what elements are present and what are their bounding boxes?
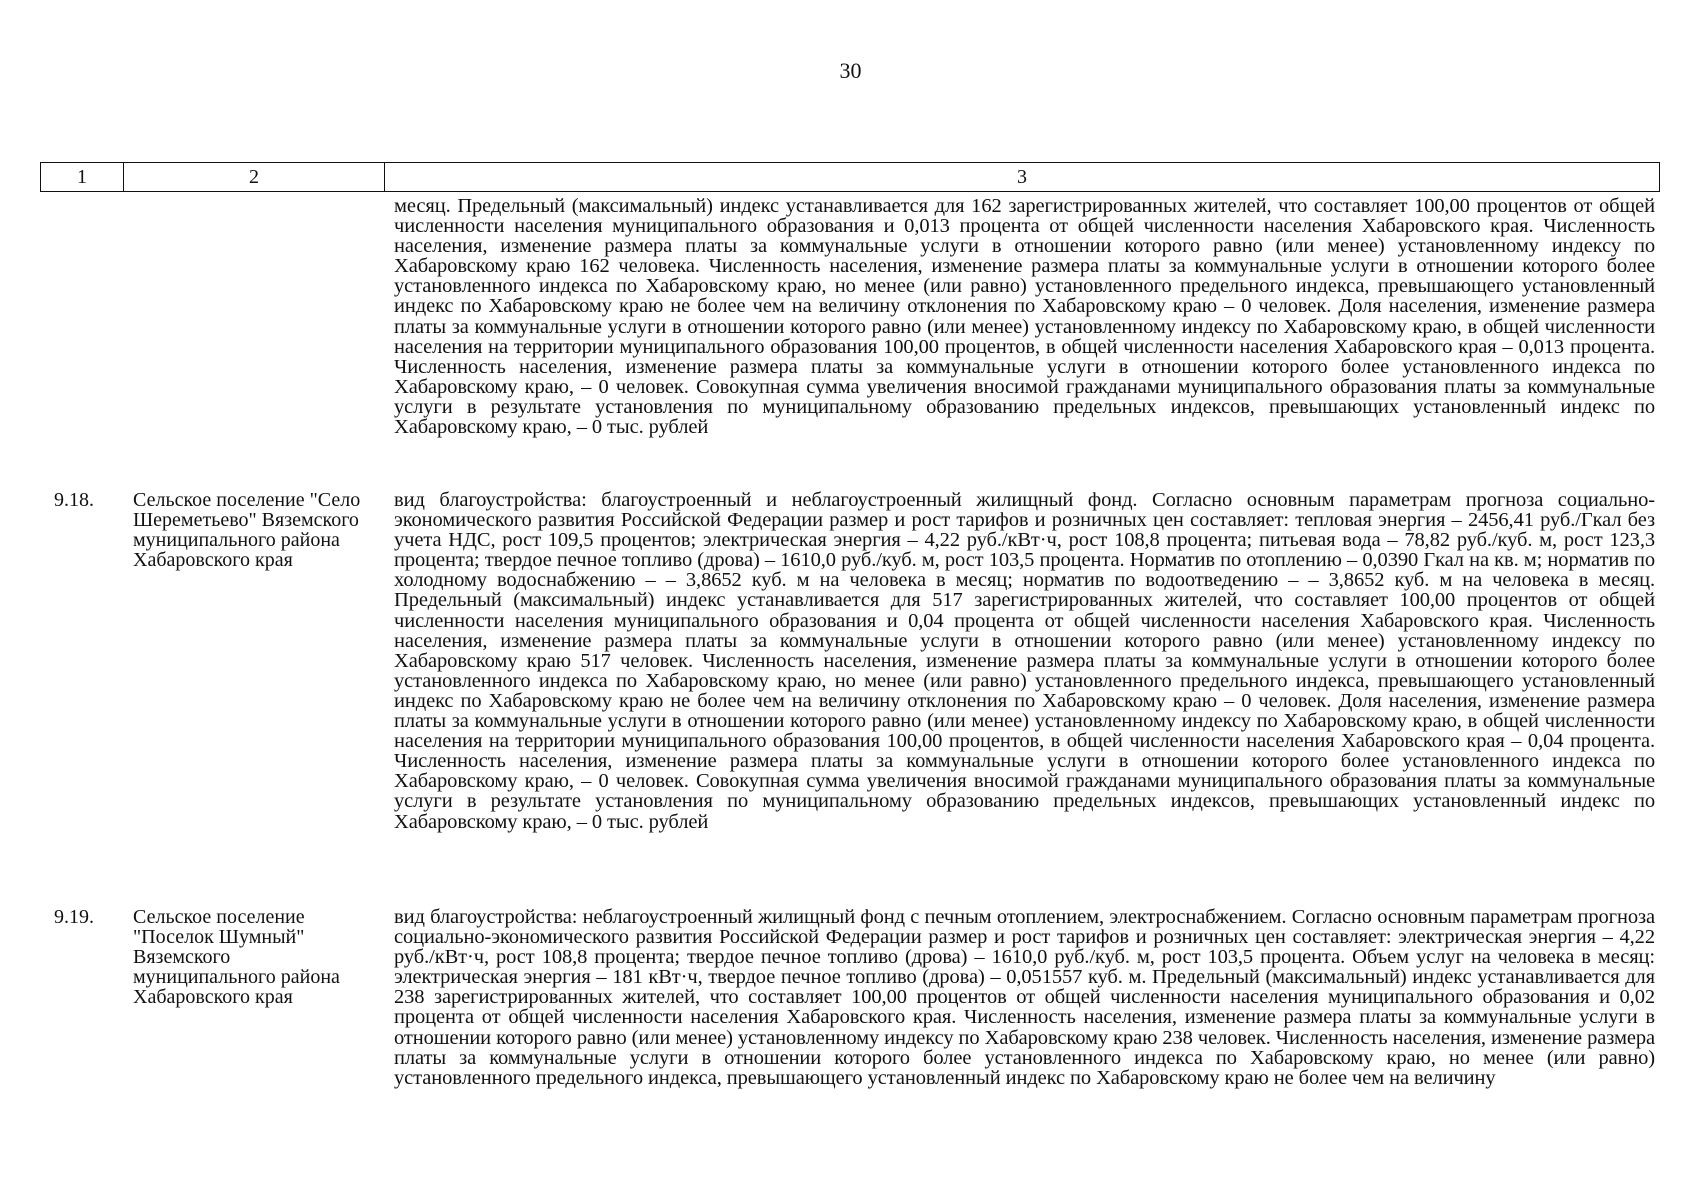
- municipality-name: Сельское поселение "Село Шереметьево" Вяземского муниципального района Хабаровского края: [133, 489, 361, 571]
- table-header-col-3: 3: [1017, 165, 1027, 188]
- row-description: [394, 196, 1655, 437]
- row-description: [394, 490, 1655, 832]
- row-number: 9.19.: [54, 906, 94, 928]
- municipality-name: Сельское поселение "Поселок Шумный" Вяземского муниципального района Хабаровского края: [133, 906, 340, 1008]
- row-description-text: месяц. Предельный (максимальный) индекс устанавливается для 162 зарегистрированных жителей, что составляет 100,00 процентов от общей численности населения муниципального образования и 0,013 процента от общей численности населения Хабаровского края. Численность населения, изменение размера платы за коммунальные услуги в отношении которого равно (или менее) установленному индексу по Хабаровскому краю 162 человека. Численность населения, изменение размера платы за коммунальные услуги в отношении которого более установленного индекса по Хабаровскому краю, но менее (или равно) установленного предельного индекса, превышающего установленный индекс по Хабаровскому краю не более чем на величину отклонения по Хабаровскому краю – 0 человек. Доля населения, изменение размера платы за коммунальные услуги в отношении которого равно (или менее) установленному индексу по Хабаровскому краю, в общей численности населения на территории муниципального образования 100,00 процентов, в общей численности населения Хабаровского края – 0,013 процента. Численность населения, изменение размера платы за коммунальные услуги в отношении которого более установленного индекса по Хабаровскому краю, – 0 человек. Совокупная сумма увеличения вносимой гражданами муниципального образования платы за коммунальные услуги в результате установления по муниципальному образованию предельных индексов, превышающих установленный индекс по Хабаровскому краю, – 0 тыс. рублей: [394, 195, 1655, 439]
- row-description-text: вид благоустройства: неблагоустроенный жилищный фонд с печным отоплением, электроснабжением. Согласно основным параметрам прогноза социально-экономического развития Российской Федерации размер и рост тарифов и розничных цен составляет: электрическая энергия – 4,22 руб./кВт·ч, рост 108,8 процента; твердое печное топливо (дрова) – 1610,0 руб./куб. м, рост 103,5 процента. Объем услуг на человека в месяц: электрическая энергия – 181 кВт·ч, твердое печное топливо (дрова) – 0,051557 куб. м. Предельный (максимальный) индекс устанавливается для 238 зарегистрированных жителей, что составляет 100,00 процентов от общей численности населения муниципального образования и 0,02 процента от общей численности населения Хабаровского края. Численность населения, изменение размера платы за коммунальные услуги в отношении которого равно (или менее) установленному индексу по Хабаровскому краю 238 человек. Численность населения, изменение размера платы за коммунальные услуги в отношении которого более установленного индекса по Хабаровскому краю, но менее (или равно) установленного предельного индекса, превышающего установленный индекс по Хабаровскому краю не более чем на величину: [394, 906, 1655, 1089]
- row-number: 9.18.: [54, 489, 94, 511]
- table-header: [40, 162, 1660, 192]
- row-description: [394, 907, 1655, 1088]
- table-header-col-1: 1: [41, 163, 124, 191]
- page-number: 30: [839, 58, 862, 83]
- table-header-col-2: 2: [124, 163, 385, 191]
- row-description-text: вид благоустройства: благоустроенный и неблагоустроенный жилищный фонд. Согласно основным параметрам прогноза социально-экономического развития Российской Федерации размер и рост тарифов и розничных цен составляет: тепловая энергия – 2456,41 руб./Гкал без учета НДС, рост 109,5 процентов; электрическая энергия – 4,22 руб./кВт·ч, рост 108,8 процента; питьевая вода – 78,82 руб./куб. м, рост 123,3 процента; твердое печное топливо (дрова) – 1610,0 руб./куб. м, рост 103,5 процента. Норматив по отоплению – 0,0390 Гкал на кв. м; норматив по холодному водоснабжению – – 3,8652 куб. м на человека в месяц; норматив по водоотведению – – 3,8652 куб. м на человека в месяц. Предельный (максимальный) индекс устанавливается для 517 зарегистрированных жителей, что составляет 100,00 процентов от общей численности населения муниципального образования и 0,04 процента от общей численности населения Хабаровского края. Численность населения, изменение размера платы за коммунальные услуги в отношении которого равно (или менее) установленному индексу по Хабаровскому краю 517 человек. Численность населения, изменение размера платы за коммунальные услуги в отношении которого более установленного индекса по Хабаровскому краю, но менее (или равно) установленного предельного индекса, превышающего установленный индекс по Хабаровскому краю не более чем на величину отклонения по Хабаровскому краю – 0 человек. Доля населения, изменение размера платы за коммунальные услуги в отношении которого равно (или менее) установленному индексу по Хабаровскому краю, в общей численности населения на территории муниципального образования 100,00 процентов, в общей численности населения Хабаровского края – 0,04 процента. Численность населения, изменение размера платы за коммунальные услуги в отношении которого более установленного индекса по Хабаровскому краю, – 0 человек. Совокупная сумма увеличения вносимой гражданами муниципального образования платы за коммунальные услуги в результате установления по муниципальному образованию предельных индексов, превышающих установленный индекс по Хабаровскому краю, – 0 тыс. рублей: [394, 489, 1655, 833]
